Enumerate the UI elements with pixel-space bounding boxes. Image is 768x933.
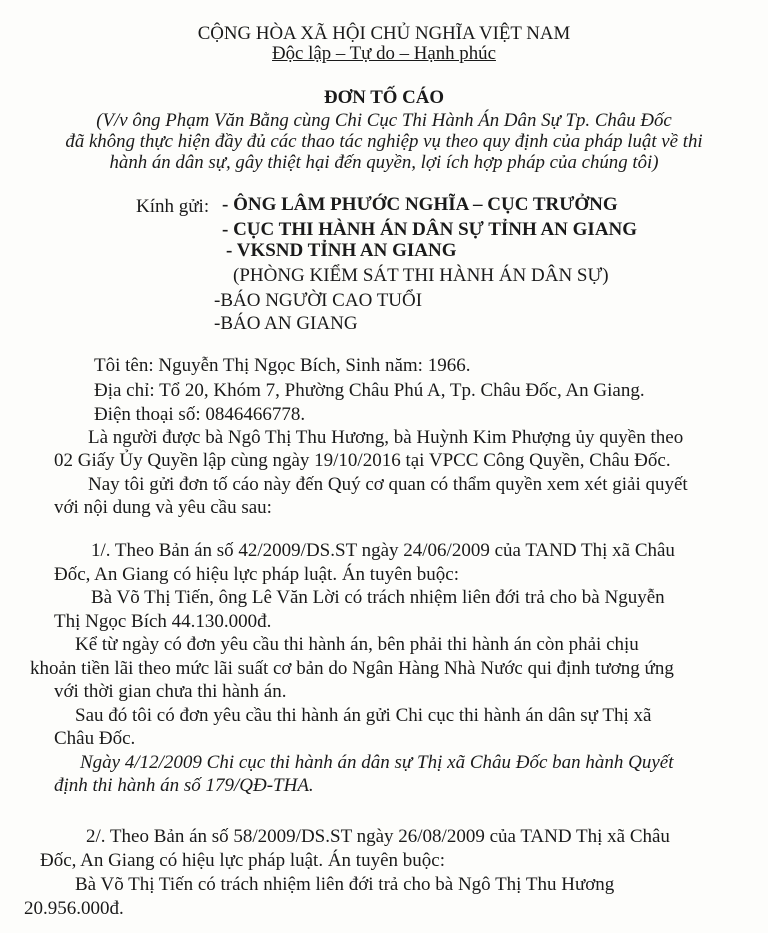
section1-line: Châu Đốc. [54,728,136,749]
section1-line: Thị Ngọc Bích 44.130.000đ. [54,611,272,632]
sender-address: Địa chỉ: Tổ 20, Khóm 7, Phường Châu Phú A, Tp. Châu Đốc, An Giang. [94,380,645,401]
section2-line: Đốc, An Giang có hiệu lực pháp luật. Án tuyên buộc: [40,850,445,871]
intro-line: 02 Giấy Ủy Quyền lập cùng ngày 19/10/2016 tại VPCC Công Quyền, Châu Đốc. [54,450,671,471]
section2-line: Bà Võ Thị Tiến có trách nhiệm liên đới trả cho bà Ngô Thị Thu Hương [75,874,615,895]
intro-line: với nội dung và yêu cầu sau: [54,497,272,518]
subject-line-1: (V/v ông Phạm Văn Bằng cùng Chi Cục Thi Hành Án Dân Sự Tp. Châu Đốc [96,110,672,131]
intro-line: Nay tôi gửi đơn tố cáo này đến Quý cơ quan có thẩm quyền xem xét giải quyết [88,474,688,495]
sender-name: Tôi tên: Nguyễn Thị Ngọc Bích, Sinh năm: 1966. [94,355,471,376]
recipients-label: Kính gửi: [136,196,210,217]
section1-line: Đốc, An Giang có hiệu lực pháp luật. Án tuyên buộc: [54,564,459,585]
recipient-line: -BÁO NGƯỜI CAO TUỔI [214,290,423,311]
sender-phone: Điện thoại số: 0846466778. [94,404,306,425]
section1-line: Sau đó tôi có đơn yêu cầu thi hành án gửi Chi cục thi hành án dân sự Thị xã [75,705,652,726]
section1-line: Kể từ ngày có đơn yêu cầu thi hành án, bên phải thi hành án còn phải chịu [75,634,639,655]
section1-line: khoản tiền lãi theo mức lãi suất cơ bản do Ngân Hàng Nhà Nước qui định tương ứng [30,658,674,679]
recipient-line: (PHÒNG KIỂM SÁT THI HÀNH ÁN DÂN SỰ) [233,265,609,286]
section2-line: 20.956.000đ. [24,898,124,919]
country-header: CỘNG HÒA XÃ HỘI CHỦ NGHĨA VIỆT NAM [197,23,571,44]
document-title: ĐƠN TỐ CÁO [323,87,445,108]
subject-line-3: hành án dân sự, gây thiệt hại đến quyền, lợi ích hợp pháp của chúng tôi) [109,152,659,173]
section1-line: Ngày 4/12/2009 Chi cục thi hành án dân sự Thị xã Châu Đốc ban hành Quyết [80,752,674,773]
section1-line: với thời gian chưa thi hành án. [54,681,287,702]
subject-line-2: đã không thực hiện đầy đủ các thao tác nghiệp vụ theo quy định của pháp luật về thi [65,131,703,152]
motto: Độc lập – Tự do – Hạnh phúc [272,43,496,64]
recipient-line: - ÔNG LÂM PHƯỚC NGHĨA – CỤC TRƯỞNG [222,194,618,215]
recipient-line: - VKSND TỈNH AN GIANG [226,240,457,261]
section2-line: 2/. Theo Bản án số 58/2009/DS.ST ngày 26/08/2009 của TAND Thị xã Châu [86,826,670,847]
section1-line: Bà Võ Thị Tiến, ông Lê Văn Lời có trách nhiệm liên đới trả cho bà Nguyễn [91,587,665,608]
recipient-line: -BÁO AN GIANG [214,313,358,334]
section1-line: 1/. Theo Bản án số 42/2009/DS.ST ngày 24/06/2009 của TAND Thị xã Châu [91,540,675,561]
intro-line: Là người được bà Ngô Thị Thu Hương, bà Huỳnh Kim Phượng ủy quyền theo [88,427,684,448]
recipient-line: - CỤC THI HÀNH ÁN DÂN SỰ TỈNH AN GIANG [222,219,638,240]
section1-line: định thi hành án số 179/QĐ-THA. [54,775,314,796]
